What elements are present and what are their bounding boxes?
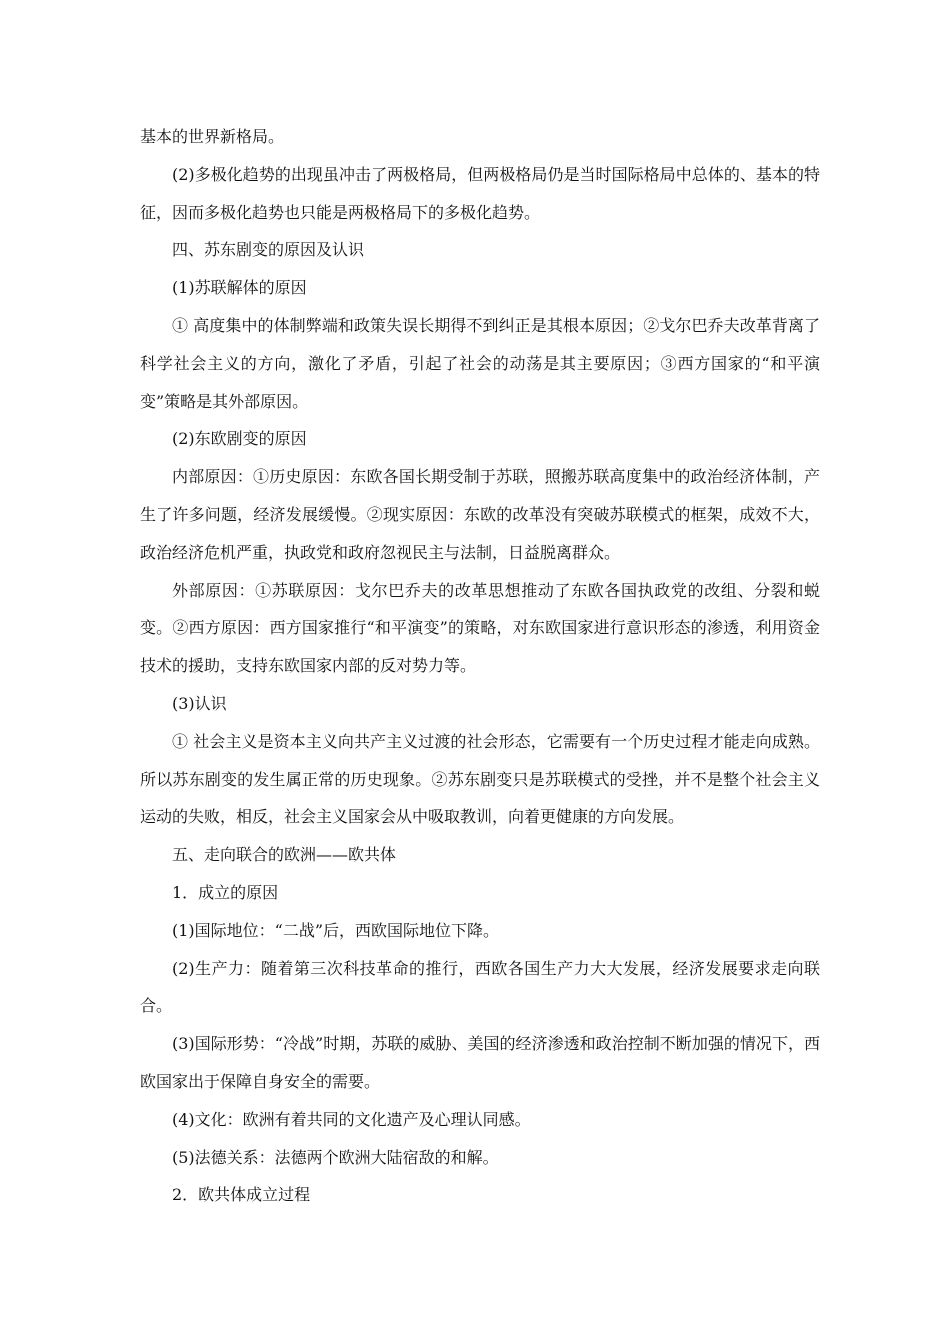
paragraph-ussr-reasons: ① 高度集中的体制弊端和政策失误长期得不到纠正是其根本原因；②戈尔巴乔夫改革背离了科学社会主义的方向，激化了矛盾，引起了社会的动荡是其主要原因；③西方国家的“和平演变”策略是其外部原因。	[140, 315, 820, 411]
subheading-ussr-dissolution: (1)苏联解体的原因	[172, 278, 307, 298]
document-body	[140, 118, 820, 1214]
subheading-founding-reasons: 1．成立的原因	[172, 882, 279, 902]
list-item-productivity: (2)生产力：随着第三次科技革命的推行，西欧各国生产力大大发展，经济发展要求走向联合。	[140, 958, 820, 1016]
paragraph-understanding: ① 社会主义是资本主义向共产主义过渡的社会形态，它需要有一个历史过程才能走向成熟。所以苏东剧变的发生属正常的历史现象。②苏东剧变只是苏联模式的受挫，并不是整个社会主义运动的失败，相反，社会主义国家会从中吸取教训，向着更健康的方向发展。	[140, 731, 820, 827]
paragraph-internal-reasons: 内部原因：①历史原因：东欧各国长期受制于苏联，照搬苏联高度集中的政治经济体制，产生了许多问题，经济发展缓慢。②现实原因：东欧的改革没有突破苏联模式的框架，成效不大，政治经济危机严重，执政党和政府忽视民主与法制，日益脱离群众。	[140, 467, 820, 562]
section-heading-4: 四、苏东剧变的原因及认识	[172, 240, 365, 260]
paragraph-continuation: 基本的世界新格局。	[140, 127, 285, 146]
subheading-eastern-europe: (2)东欧剧变的原因	[172, 429, 307, 449]
paragraph-multipolar-trend: (2)多极化趋势的出现虽冲击了两极格局，但两极格局仍是当时国际格局中总体的、基本的特征，因而多极化趋势也只能是两极格局下的多极化趋势。	[140, 164, 820, 222]
list-item-international-status: (1)国际地位：“二战”后，西欧国际地位下降。	[172, 920, 500, 940]
section-heading-5: 五、走向联合的欧洲——欧共体	[172, 845, 397, 865]
list-item-international-situation: (3)国际形势：“冷战”时期，苏联的威胁、美国的经济渗透和政治控制不断加强的情况下，西欧国家出于保障自身安全的需要。	[140, 1034, 820, 1091]
list-item-franco-german: (5)法德关系：法德两个欧洲大陆宿敌的和解。	[172, 1147, 499, 1167]
subheading-founding-process: 2．欧共体成立过程	[172, 1185, 311, 1205]
list-item-culture: (4)文化：欧洲有着共同的文化遗产及心理认同感。	[172, 1109, 531, 1129]
subheading-understanding: (3)认识	[172, 693, 227, 713]
paragraph-external-reasons: 外部原因：①苏联原因：戈尔巴乔夫的改革思想推动了东欧各国执政党的改组、分裂和蜕变。②西方原因：西方国家推行“和平演变”的策略，对东欧国家进行意识形态的渗透，利用资金技术的援助，支持东欧国家内部的反对势力等。	[140, 580, 820, 676]
